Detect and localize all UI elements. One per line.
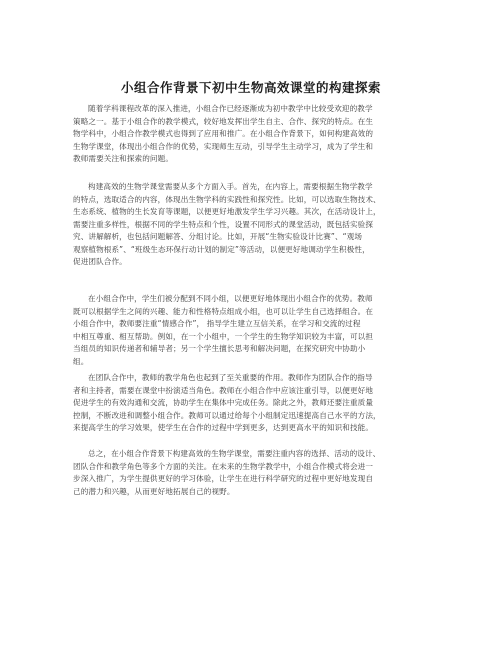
paragraph-line: 中相互尊重、相互帮助。例如，在一个小组中，一个学生的生物学知识较为丰富，可以担 — [73, 331, 374, 341]
paragraph-line: 控制，不断改进和调整小组合作。教师可以通过给每个小组制定迅速提高自己水平的方法， — [73, 410, 381, 420]
paragraph-line: 观察植物根系”、“班级生态环保行动计划的制定”等活动，以便更好地调动学生积极性， — [73, 244, 370, 254]
paragraph-line: 教师需要关注和探索的问题。 — [73, 154, 174, 163]
paragraph-line: 随着学科课程改革的深入推进，小组合作已经逐渐成为初中教学中比较受欢迎的教学 — [88, 104, 373, 113]
paragraph-line: 总之，在小组合作背景下构建高效的生物学课堂，需要注重内容的选择、活动的设计、 — [88, 449, 381, 458]
paragraph-line: 在团队合作中，教师的教学角色也起到了至关重要的作用。教师作为团队合作的指导 — [88, 373, 373, 382]
paragraph-line: 生态系统、植物的生长发育等课题，以便更好地激发学生学习兴趣。其次，在活动设计上， — [73, 207, 381, 216]
paragraph-line: 在小组合作中，学生们被分配到不同小组，以便更好地体现出小组合作的优势。教师 — [88, 294, 373, 303]
paragraph-line: 者和主持者，需要在课堂中扮演适当角色。教师在小组合作中应该注重引导，以便更好地 — [73, 385, 374, 395]
paragraph-1 — [73, 103, 433, 166]
paragraph-line: 来提高学生的学习效果，使学生在合作的过程中学到更多，达到更高水平的知识和技能。 — [73, 423, 374, 432]
paragraph-line: 物学科中，小组合作教学模式也得到了应用和推广。在小组合作背景下，如何构建高效的 — [73, 129, 374, 138]
paragraph-2 — [73, 181, 433, 269]
paragraph-line: 的特点，选取适合的内容，体现出生物学科的实践性和探究性。比如，可以选取生物技术、 — [73, 194, 381, 204]
paragraph-line: 团队合作和教学角色等多个方面的关注。在未来的生物学教学中，小组合作模式将会进一 — [73, 461, 374, 471]
paragraph-line: 组。 — [73, 356, 89, 366]
paragraph-line: 促进学生的有效沟通和交流，协助学生在集体中完成任务。除此之外，教师还要注重质量 — [73, 398, 374, 407]
document-title: 小组合作背景下初中生物高效课堂的构建探索 — [120, 80, 381, 95]
paragraph-line: 小组合作中，教师要注重“情感合作”， 指导学生建立互信关系，在学习和交流的过程 — [73, 319, 361, 328]
paragraph-line: 促进团队合作。 — [73, 257, 127, 266]
paragraph-line: 当组员的知识传递者和辅导者；另一个学生擅长思考和解决问题，在探究研究中协助小 — [73, 344, 366, 353]
paragraph-line: 究、讲解解析，也包括问题解答、分组讨论。比如，开展“生物实验设计比赛”、“观场 — [73, 232, 363, 241]
paragraph-line: 生物学课堂，体现出小组合作的优势，实现师生互动，引导学生主动学习，成为了学生和 — [73, 141, 374, 151]
paragraph-line: 步深入推广，为学生提供更好的学习体验，让学生在进行科学研究的过程中更好地发现自 — [73, 474, 374, 483]
paragraph-5 — [73, 448, 433, 498]
paragraph-line: 策略之一。基于小组合作的教学模式，较好地发挥出学生自主、合作、探究的特点。在生 — [73, 116, 374, 126]
paragraph-line: 己的潜力和兴趣，从而更好地拓展自己的视野。 — [73, 486, 235, 496]
paragraph-line: 构建高效的生物学课堂需要从多个方面入手。首先，在内容上，需要根据生物学教学 — [88, 182, 373, 191]
paragraph-line: 需要注重多样性，根据不同的学生特点和个性，设置不同形式的课堂活动，既包括实验探 — [73, 219, 374, 229]
paragraph-3 — [73, 293, 433, 368]
paragraph-line: 既可以根据学生之间的兴趣、能力和性格特点组成小组，也可以让学生自己选择组合。在 — [73, 306, 374, 316]
paragraph-4 — [73, 372, 433, 435]
